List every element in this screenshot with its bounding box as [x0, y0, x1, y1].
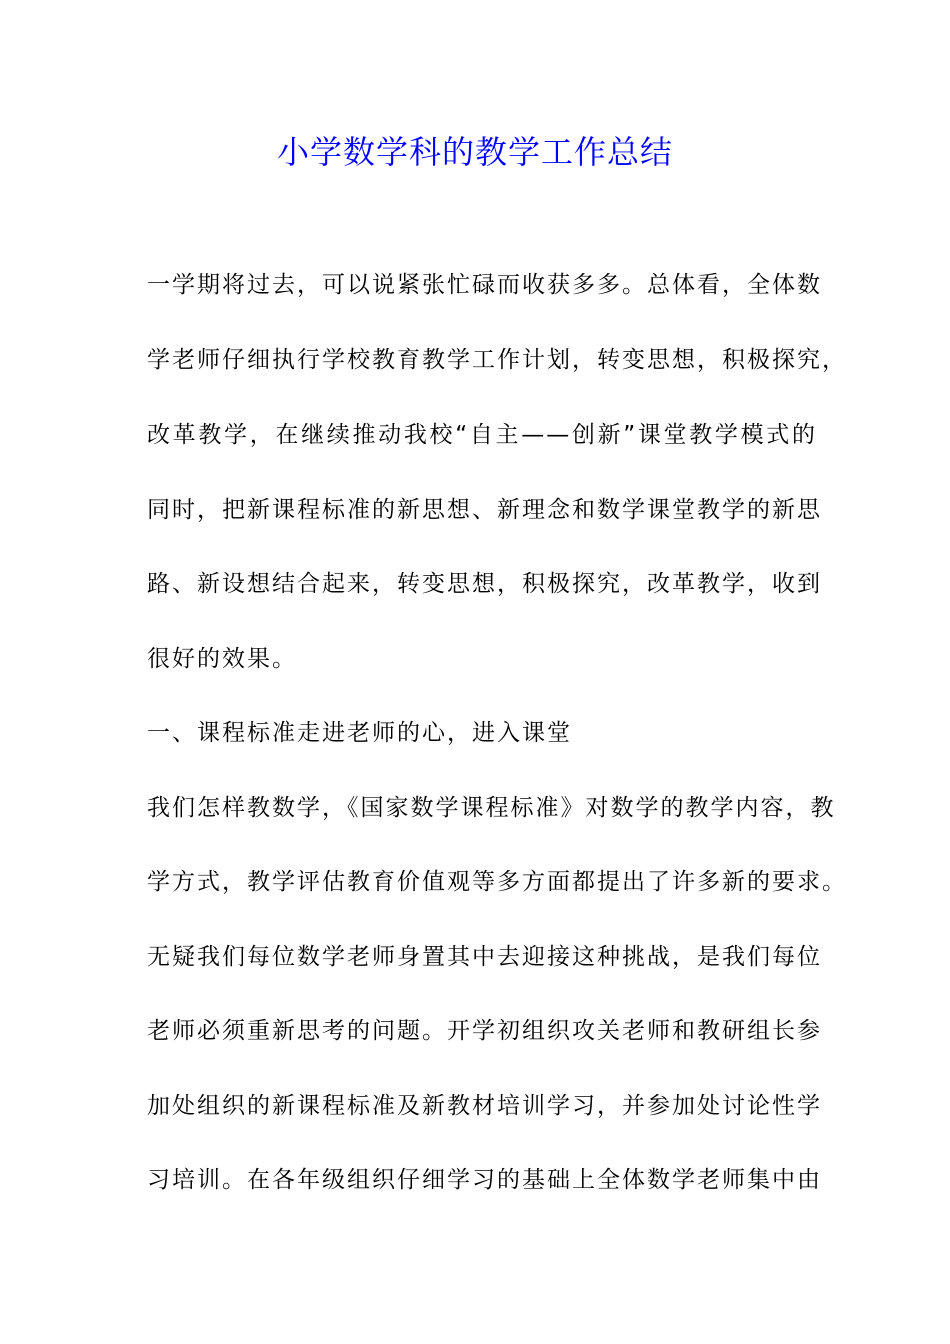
body-line-9: 学方式，教学评估教育价值观等多方面都提出了许多新的要求。 [147, 869, 847, 895]
body-line-12: 加处组织的新课程标准及新教材培训学习，并参加处讨论性学 [147, 1093, 822, 1119]
body-line-3: 改革教学，在继续推动我校“自主——创新”课堂教学模式的 [147, 422, 817, 448]
body-line-11: 老师必须重新思考的问题。开学初组织攻关老师和教研组长参 [147, 1018, 822, 1044]
body-line-4: 同时，把新课程标准的新思想、新理念和数学课堂教学的新思 [147, 497, 822, 523]
body-line-10: 无疑我们每位数学老师身置其中去迎接这种挑战，是我们每位 [147, 944, 822, 970]
document-title: 小学数学科的教学工作总结 [276, 133, 673, 171]
body-line-2: 学老师仔细执行学校教育教学工作计划，转变思想，积极探究， [147, 347, 847, 373]
section-heading-1: 一、课程标准走进老师的心，进入课堂 [147, 720, 572, 746]
body-line-6: 很好的效果。 [147, 646, 297, 672]
body-line-13: 习培训。在各年级组织仔细学习的基础上全体数学老师集中由 [147, 1167, 822, 1193]
body-line-8: 我们怎样教数学，《国家数学课程标准》对数学的教学内容，教 [147, 795, 836, 821]
body-line-5: 路、新设想结合起来，转变思想，积极探究，改革教学，收到 [147, 571, 822, 597]
body-line-1: 一学期将过去，可以说紧张忙碌而收获多多。总体看，全体数 [147, 272, 822, 298]
